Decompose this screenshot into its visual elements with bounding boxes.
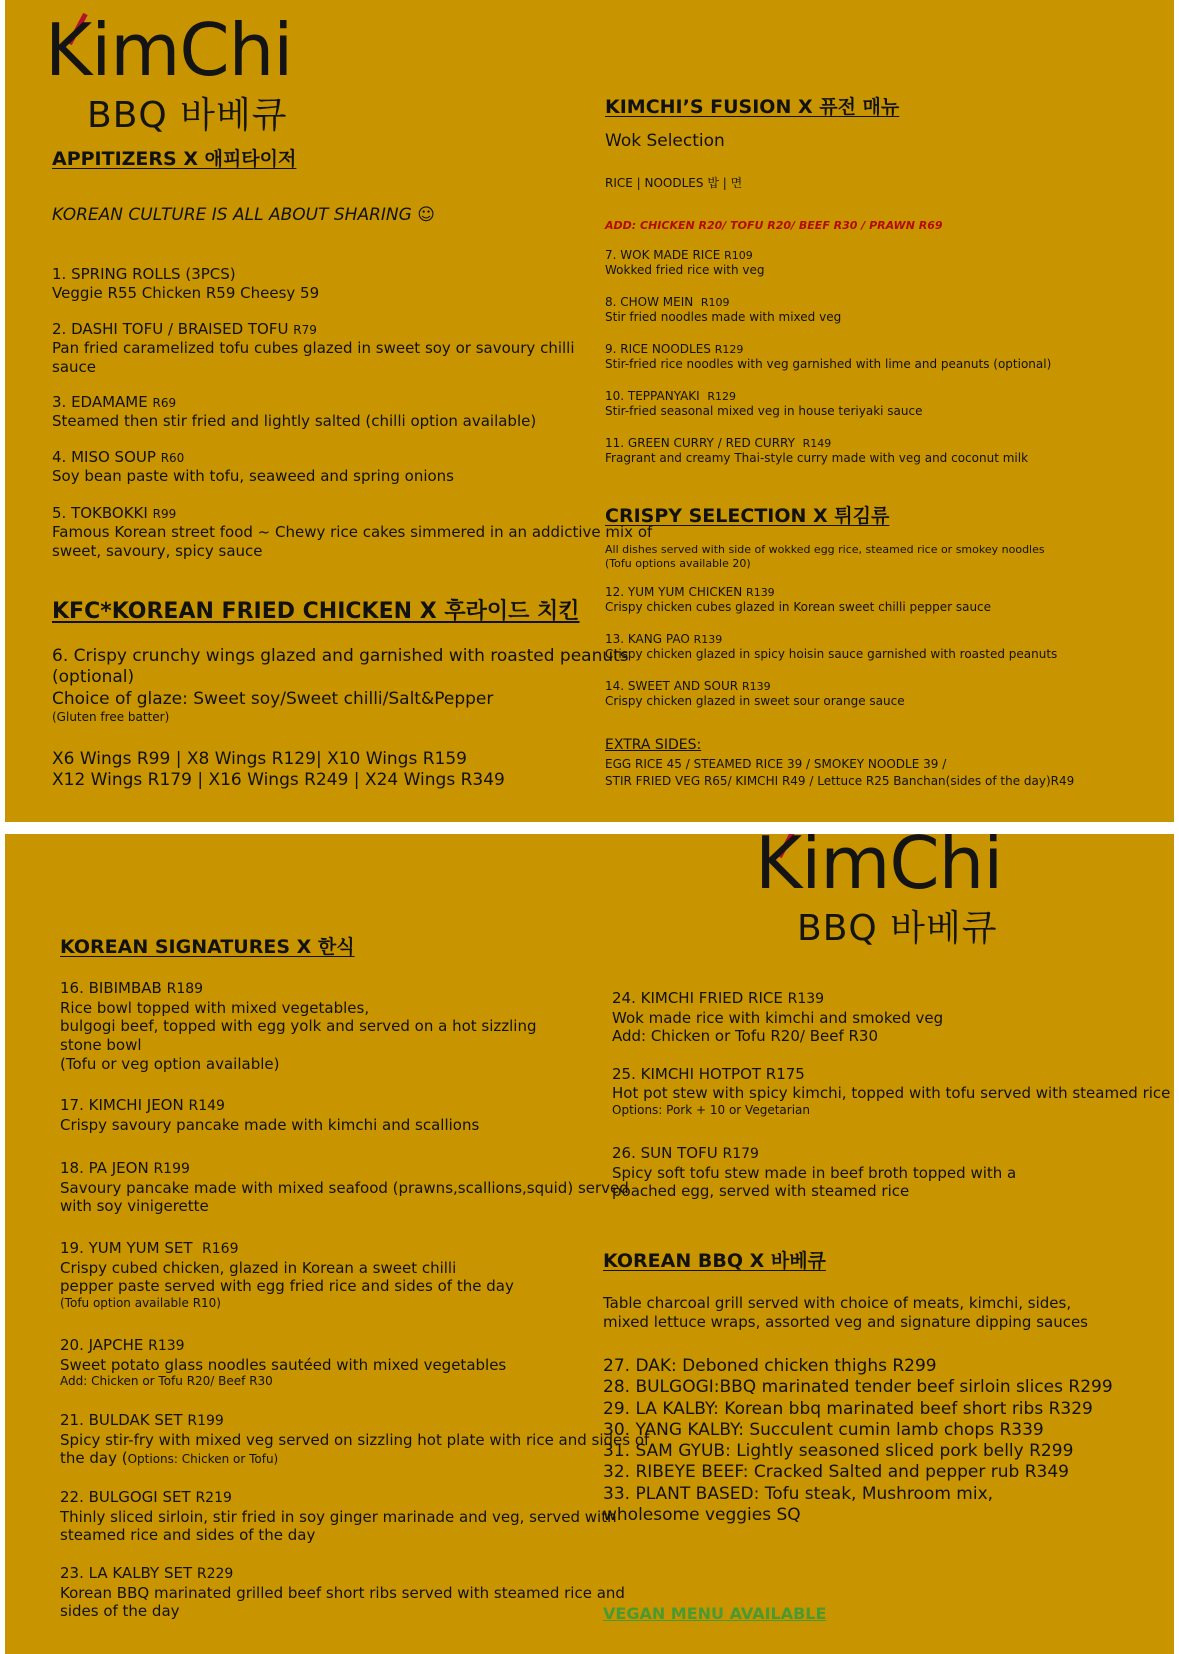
- extra-sides: [605, 757, 1074, 789]
- item-title: 4. MISO SOUP: [52, 448, 156, 466]
- item-desc: with soy vinigerette: [60, 1197, 209, 1216]
- item-price: R69: [152, 396, 177, 410]
- item-title: 17. KIMCHI JEON: [60, 1096, 184, 1114]
- item-note: Add: Chicken or Tofu R20/ Beef R30: [60, 1374, 273, 1389]
- menu-item: [60, 1336, 506, 1389]
- item-title: 5. TOKBOKKI: [52, 504, 148, 522]
- item-price: R109: [724, 249, 753, 262]
- bbq-item: wholesome veggies SQ: [603, 1504, 801, 1525]
- item-desc: Crispy chicken glazed in spicy hoisin sauce garnished with roasted peanuts: [605, 647, 1058, 661]
- item-title: 14. SWEET AND SOUR: [605, 679, 739, 693]
- bbq-heading: KOREAN BBQ X 바베큐: [603, 1250, 826, 1272]
- extra-sides-line: EGG RICE 45 / STEAMED RICE 39 / SMOKEY NOODLE 39 /: [605, 757, 947, 771]
- bbq-intro: [603, 1294, 1088, 1332]
- menu-item: [605, 436, 1028, 466]
- kfc-desc-line: 6. Crispy crunchy wings glazed and garnished with roasted peanuts: [52, 646, 629, 666]
- item-desc: steamed rice and sides of the day: [60, 1526, 316, 1545]
- item-desc: sweet, savoury, spicy sauce: [52, 541, 263, 560]
- item-desc: Wok made rice with kimchi and smoked veg: [612, 1008, 944, 1027]
- item-desc: bulgogi beef, topped with egg yolk and served on a hot sizzling: [60, 1017, 537, 1036]
- kfc-desc-line: Choice of glaze: Sweet soy/Sweet chilli/Salt&Pepper: [52, 688, 494, 709]
- menu-item: [605, 679, 905, 709]
- item-title: 23. LA KALBY SET: [60, 1564, 193, 1582]
- item-desc: Crispy chicken glazed in sweet sour orange sauce: [605, 694, 905, 708]
- item-title: 26. SUN TOFU: [612, 1144, 718, 1162]
- kfc-heading: KFC*KOREAN FRIED CHICKEN X 후라이드 치킨: [52, 599, 580, 624]
- item-price: R199: [187, 1413, 224, 1429]
- menu-item: [60, 1096, 479, 1134]
- item-price: R149: [188, 1098, 225, 1114]
- item-title: 8. CHOW MEIN: [605, 295, 694, 309]
- menu-item: [60, 979, 537, 1074]
- menu-item: [60, 1239, 514, 1311]
- item-title: 2. DASHI TOFU / BRAISED TOFU: [52, 320, 289, 338]
- item-price: R219: [195, 1490, 232, 1506]
- bbq-list: [603, 1356, 1113, 1526]
- rice-noodles: RICE | NOODLES 밥 | 면: [605, 176, 743, 190]
- bbq-intro-line: mixed lettuce wraps, assorted veg and signature dipping sauces: [603, 1312, 1088, 1331]
- appetizers-heading: APPITIZERS X 애피타이저: [52, 148, 297, 170]
- item-desc: Crispy cubed chicken, glazed in Korean a sweet chilli: [60, 1258, 457, 1277]
- item-title: 22. BULGOGI SET: [60, 1488, 191, 1506]
- item-desc: sauce: [52, 357, 96, 376]
- item-price: R169: [202, 1241, 239, 1257]
- item-desc: pepper paste served with egg fried rice and sides of the day: [60, 1277, 514, 1296]
- item-desc: Spicy stir-fry with mixed veg served on sizzling hot plate with rice and sides of: [60, 1430, 650, 1449]
- signatures-heading: KOREAN SIGNATURES X 한식: [60, 936, 355, 958]
- crispy-heading: CRISPY SELECTION X 튀김류: [605, 505, 890, 527]
- menu-item: [60, 1564, 625, 1621]
- menu-item: [612, 1065, 1170, 1118]
- kfc-description: [52, 646, 629, 725]
- item-note: (Tofu option available R10): [60, 1296, 221, 1310]
- item-desc: Soy bean paste with tofu, seaweed and spring onions: [52, 466, 454, 485]
- menu-item: [52, 265, 319, 303]
- menu-item: [605, 342, 1051, 372]
- menu-item: [605, 248, 765, 278]
- item-title: 1. SPRING ROLLS (3PCS): [52, 265, 236, 283]
- item-title: 10. TEPPANYAKI: [605, 389, 700, 403]
- menu-item: [60, 1159, 629, 1216]
- kimchi-logo: [755, 834, 1025, 957]
- wings-line: X6 Wings R99 | X8 Wings R129| X10 Wings R159: [52, 749, 467, 769]
- item-title: 25. KIMCHI HOTPOT R175: [612, 1065, 805, 1083]
- menu-item: [52, 393, 536, 431]
- item-price: R99: [152, 507, 177, 521]
- bbq-item: 33. PLANT BASED: Tofu steak, Mushroom mix,: [603, 1483, 994, 1504]
- menu-item: [60, 1411, 649, 1468]
- item-price: R139: [741, 680, 771, 693]
- menu-item: [60, 1488, 617, 1545]
- item-desc: (Tofu or veg option available): [60, 1054, 280, 1073]
- item-desc: Pan fried caramelized tofu cubes glazed in sweet soy or savoury chilli: [52, 338, 575, 357]
- item-title: 11. GREEN CURRY / RED CURRY: [605, 436, 795, 450]
- menu-item: [605, 632, 1057, 662]
- vegan-menu-link[interactable]: VEGAN MENU AVAILABLE: [603, 1604, 827, 1623]
- item-desc: Hot pot stew with spicy kimchi, topped with tofu served with steamed rice: [612, 1083, 1171, 1102]
- item-desc: Crispy chicken cubes glazed in Korean sweet chilli pepper sauce: [605, 600, 992, 614]
- item-title: 16. BIBIMBAB: [60, 979, 162, 997]
- bbq-item: 32. RIBEYE BEEF: Cracked Salted and pepper rub R349: [603, 1462, 1069, 1483]
- item-title: 9. RICE NOODLES: [605, 342, 711, 356]
- item-desc: Fragrant and creamy Thai-style curry made with veg and coconut milk: [605, 451, 1029, 465]
- logo-subtitle: BBQ 바베큐: [87, 95, 288, 136]
- item-price: R199: [153, 1161, 190, 1177]
- menu-item: [605, 389, 923, 419]
- logo-subtitle: BBQ 바베큐: [797, 908, 998, 949]
- item-price: R139: [746, 586, 775, 599]
- item-desc: Thinly sliced sirloin, stir fried in soy ginger marinade and veg, served with: [60, 1507, 617, 1526]
- crispy-note: [605, 543, 1045, 571]
- kfc-desc-line: (optional): [52, 667, 135, 688]
- bbq-item: 29. LA KALBY: Korean bbq marinated beef short ribs R329: [603, 1398, 1093, 1419]
- menu-item: [52, 448, 454, 486]
- item-title: 7. WOK MADE RICE: [605, 248, 721, 262]
- item-price: R129: [707, 390, 736, 403]
- item-desc: poached egg, served with steamed rice: [612, 1182, 910, 1201]
- item-price: R179: [722, 1146, 759, 1162]
- item-price: R139: [787, 991, 825, 1007]
- sharing-note: KOREAN CULTURE IS ALL ABOUT SHARING ☺: [52, 205, 435, 225]
- logo-wordmark: KimChi: [45, 8, 293, 92]
- fusion-heading: KIMCHI’S FUSION X 퓨전 매뉴: [605, 96, 900, 118]
- item-price: R79: [293, 323, 317, 337]
- menu-item: [612, 1144, 1016, 1201]
- menu-item: [52, 320, 575, 376]
- bbq-item: 28. BULGOGI:BBQ marinated tender beef sirloin slices R299: [603, 1377, 1113, 1398]
- menu-item: [52, 504, 652, 560]
- crispy-note-line: (Tofu options available 20): [605, 556, 751, 570]
- item-price: R229: [196, 1566, 234, 1582]
- kfc-note: (Gluten free batter): [52, 709, 170, 724]
- item-note: the day (: [60, 1449, 128, 1468]
- item-title: 3. EDAMAME: [52, 393, 148, 411]
- item-title: 24. KIMCHI FRIED RICE: [612, 989, 783, 1007]
- item-desc: Steamed then stir fried and lightly salted (chilli option available): [52, 411, 537, 430]
- item-desc: Crispy savoury pancake made with kimchi and scallions: [60, 1115, 480, 1134]
- kimchi-logo: [45, 8, 315, 144]
- menu-page-1: [5, 0, 1174, 822]
- item-desc: Korean BBQ marinated grilled beef short ribs served with steamed rice and: [60, 1583, 625, 1602]
- item-price: R139: [148, 1338, 185, 1354]
- wok-selection: Wok Selection: [605, 131, 725, 151]
- logo-wordmark: KimChi: [755, 834, 1003, 905]
- item-desc: Stir-fried seasonal mixed veg in house teriyaki sauce: [605, 404, 923, 418]
- menu-item: [605, 295, 841, 325]
- item-title: 12. YUM YUM CHICKEN: [605, 585, 743, 599]
- item-title: 18. PA JEON: [60, 1159, 149, 1177]
- extra-sides-heading: EXTRA SIDES:: [605, 737, 702, 753]
- item-desc: Spicy soft tofu stew made in beef broth topped with a: [612, 1163, 1017, 1182]
- item-desc: Wokked fried rice with veg: [605, 263, 765, 277]
- item-desc: Sweet potato glass noodles sautéed with mixed vegetables: [60, 1355, 507, 1374]
- item-title: 20. JAPCHE: [60, 1336, 144, 1354]
- item-desc: sides of the day: [60, 1602, 180, 1621]
- item-title: 19. YUM YUM SET: [60, 1239, 193, 1257]
- item-note: Options: Pork + 10 or Vegetarian: [612, 1102, 810, 1117]
- item-title: 21. BULDAK SET: [60, 1411, 183, 1429]
- bbq-item: 31. SAM GYUB: Lightly seasoned sliced pork belly R299: [603, 1441, 1074, 1461]
- wings-prices: [52, 749, 505, 792]
- item-desc: stone bowl: [60, 1036, 142, 1054]
- item-desc: Veggie R55 Chicken R59 Cheesy 59: [52, 283, 320, 302]
- item-price: R60: [160, 451, 185, 465]
- item-price: R149: [802, 437, 832, 450]
- menu-item: [612, 989, 943, 1046]
- bbq-intro-line: Table charcoal grill served with choice of meats, kimchi, sides,: [603, 1294, 1072, 1312]
- item-price: R129: [714, 343, 744, 356]
- menu-item: [605, 585, 991, 615]
- item-desc: Rice bowl topped with mixed vegetables,: [60, 998, 370, 1017]
- item-price: R189: [166, 981, 204, 997]
- menu-page-2: [5, 834, 1174, 1654]
- item-title: 13. KANG PAO: [605, 632, 690, 646]
- item-desc: Add: Chicken or Tofu R20/ Beef R30: [612, 1027, 879, 1046]
- item-price: R139: [693, 633, 723, 646]
- extra-sides-line: STIR FRIED VEG R65/ KIMCHI R49 / Lettuce R25 Banchan(sides of the day)R49: [605, 774, 1075, 788]
- item-desc: Savoury pancake made with mixed seafood (prawns,scallions,squid) served: [60, 1178, 629, 1197]
- add-protein-line: ADD: CHICKEN R20/ TOFU R20/ BEEF R30 / PRAWN R69: [605, 219, 943, 232]
- bbq-item: 30. YANG KALBY: Succulent cumin lamb chops R339: [603, 1419, 1044, 1440]
- item-desc: Famous Korean street food ~ Chewy rice cakes simmered in an addictive mix of: [52, 522, 653, 541]
- item-price: R109: [700, 296, 730, 309]
- wings-line: X12 Wings R179 | X16 Wings R249 | X24 Wings R349: [52, 770, 505, 791]
- bbq-item: 27. DAK: Deboned chicken thighs R299: [603, 1356, 937, 1376]
- item-note-small: Options: Chicken or Tofu): [127, 1452, 279, 1467]
- crispy-note-line: All dishes served with side of wokked egg rice, steamed rice or smokey noodles: [605, 543, 1045, 556]
- item-desc: Stir-fried rice noodles with veg garnished with lime and peanuts (optional): [605, 357, 1052, 371]
- item-desc: Stir fried noodles made with mixed veg: [605, 310, 842, 324]
